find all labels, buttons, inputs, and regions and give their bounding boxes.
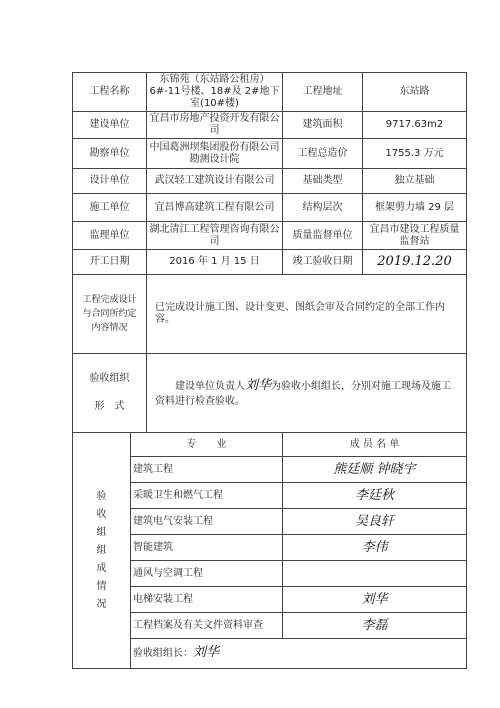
row-builder [73, 194, 467, 222]
quality-supervision-value: 宜昌市建设工程质量监督站 [363, 222, 467, 250]
total-cost-value: 1755.3 万元 [363, 139, 467, 169]
project-address-label: 工程地址 [283, 73, 363, 112]
group-members: 吴良轩 [283, 509, 467, 535]
group-members: 李磊 [283, 613, 467, 639]
completion-value: 已完成设计施工图、设计变更、图纸会审及合同约定的全部工作内容。 [147, 275, 467, 354]
form-label-line-1: 验收组织 [89, 373, 130, 384]
group-members [283, 561, 467, 587]
start-date-label: 开工日期 [73, 250, 147, 275]
form-label-line-2: 形 式 [94, 401, 125, 412]
header-major: 专 业 [131, 433, 283, 457]
group-side-label: 验 收 组 组 成 情 况 [73, 433, 131, 669]
group-leader [131, 639, 467, 669]
group-row [73, 613, 467, 639]
group-major: 建筑电气安装工程 [131, 509, 283, 535]
building-area-label: 建筑面积 [283, 112, 363, 139]
design-unit-value: 武汉轻工建筑设计有限公司 [147, 169, 283, 194]
group-major: 智能建筑 [131, 535, 283, 561]
survey-unit-value: 中国葛洲坝集团股份有限公司勘测设计院 [147, 139, 283, 169]
header-members: 成 员 名 单 [283, 433, 467, 457]
group-row [73, 457, 467, 483]
row-supervision [73, 222, 467, 250]
completion-date-value: 2019.12.20 [363, 250, 467, 275]
form-text-after: 为验收小组组长，分别对施工现场及施工资料进行检查验收。 [155, 380, 452, 407]
group-major: 电梯安装工程 [131, 587, 283, 613]
start-date-value: 2016 年 1 月 15 日 [147, 250, 283, 275]
group-members: 熊廷顺 钟晓宇 [283, 457, 467, 483]
row-dates [73, 250, 467, 275]
group-major: 建筑工程 [131, 457, 283, 483]
row-form [73, 354, 467, 433]
structure-level-value: 框架剪力墙 29 层 [363, 194, 467, 222]
quality-supervision-label: 质量监督单位 [283, 222, 363, 250]
form-table [72, 72, 467, 669]
design-unit-label: 设计单位 [73, 169, 147, 194]
group-header-row [73, 433, 467, 457]
completion-label: 工程完成设计与合同所约定内容情况 [73, 275, 147, 354]
survey-unit-label: 勘察单位 [73, 139, 147, 169]
project-address-value: 东站路 [363, 73, 467, 112]
row-completion [73, 275, 467, 354]
completion-date-label: 竣工验收日期 [283, 250, 363, 275]
construction-unit-label: 建设单位 [73, 112, 147, 139]
building-area-value: 9717.63m2 [363, 112, 467, 139]
group-row [73, 509, 467, 535]
group-row [73, 561, 467, 587]
supervision-unit-value: 湖北清江工程管理咨询有限公司 [147, 222, 283, 250]
row-project-name [73, 73, 467, 112]
leader-signature: 刘华 [193, 645, 220, 660]
construction-unit-value: 宜昌市房地产投资开发有限公司 [147, 112, 283, 139]
row-design [73, 169, 467, 194]
group-row [73, 483, 467, 509]
foundation-type-value: 独立基础 [363, 169, 467, 194]
builder-unit-label: 施工单位 [73, 194, 147, 222]
group-major: 工程档案及有关文件资料审查 [131, 613, 283, 639]
supervision-unit-label: 监理单位 [73, 222, 147, 250]
acceptance-form [72, 72, 466, 692]
row-survey [73, 139, 467, 169]
structure-level-label: 结构层次 [283, 194, 363, 222]
group-leader-row [73, 639, 467, 669]
leader-label: 验收组组长： [133, 648, 193, 659]
foundation-type-label: 基础类型 [283, 169, 363, 194]
group-members: 李廷秋 [283, 483, 467, 509]
total-cost-label: 工程总造价 [283, 139, 363, 169]
group-members: 李伟 [283, 535, 467, 561]
builder-unit-value: 宜昌博高建筑工程有限公司 [147, 194, 283, 222]
group-row [73, 587, 467, 613]
project-name-label: 工程名称 [73, 73, 147, 112]
group-members: 刘华 [283, 587, 467, 613]
project-name-value: 东锦苑（东站路公租房）6#-11号楼、18#及 2#地下室(10#楼) [147, 73, 283, 112]
form-label [73, 354, 147, 433]
form-text-before: 建设单位负责人 [175, 380, 245, 392]
form-value [147, 354, 467, 433]
row-construction [73, 112, 467, 139]
group-major: 通风与空调工程 [131, 561, 283, 587]
form-signer: 刘华 [245, 377, 272, 393]
group-row [73, 535, 467, 561]
group-major: 采暖卫生和燃气工程 [131, 483, 283, 509]
